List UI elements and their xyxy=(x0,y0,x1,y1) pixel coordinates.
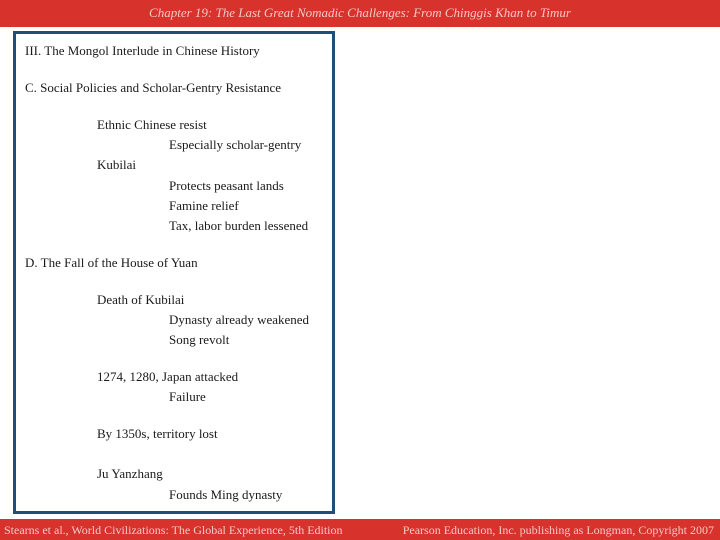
section-d-item-3: By 1350s, territory lost xyxy=(97,426,218,441)
section-d-item-2: 1274, 1280, Japan attacked xyxy=(97,369,239,384)
section-d-title: D. The Fall of the House of Yuan xyxy=(25,255,198,270)
section-d-item-4-sub-1: Founds Ming dynasty xyxy=(169,487,283,502)
footer-citation: Stearns et al., World Civilizations: The Global Experience, 5th Edition xyxy=(4,523,343,537)
section-d-item-2-sub-1: Failure xyxy=(169,389,206,404)
chapter-title: Chapter 19: The Last Great Nomadic Challenges: From Chinggis Khan to Timur xyxy=(149,5,571,20)
section-c-item-1: Ethnic Chinese resist xyxy=(97,117,207,132)
section-d-item-4: Ju Yanzhang xyxy=(97,466,163,481)
footer-copyright: Pearson Education, Inc. publishing as Longman, Copyright 2007 xyxy=(402,523,714,537)
section-c-title: C. Social Policies and Scholar-Gentry Resistance xyxy=(25,80,282,95)
section-d-item-1: Death of Kubilai xyxy=(97,292,185,307)
outline-heading: III. The Mongol Interlude in Chinese History xyxy=(25,43,260,58)
section-d-item-1-sub-2: Song revolt xyxy=(169,332,230,347)
outline-panel xyxy=(13,31,335,514)
section-c-item-1-sub-1: Especially scholar-gentry xyxy=(169,137,302,152)
section-c-item-2-sub-1: Protects peasant lands xyxy=(169,178,284,193)
section-d-item-1-sub-1: Dynasty already weakened xyxy=(169,312,310,327)
section-c-item-2-sub-2: Famine relief xyxy=(169,198,239,213)
header-bar xyxy=(0,0,720,27)
section-c-item-2-sub-3: Tax, labor burden lessened xyxy=(169,218,309,233)
footer-bar xyxy=(0,519,720,540)
section-c-item-2: Kubilai xyxy=(97,157,136,172)
